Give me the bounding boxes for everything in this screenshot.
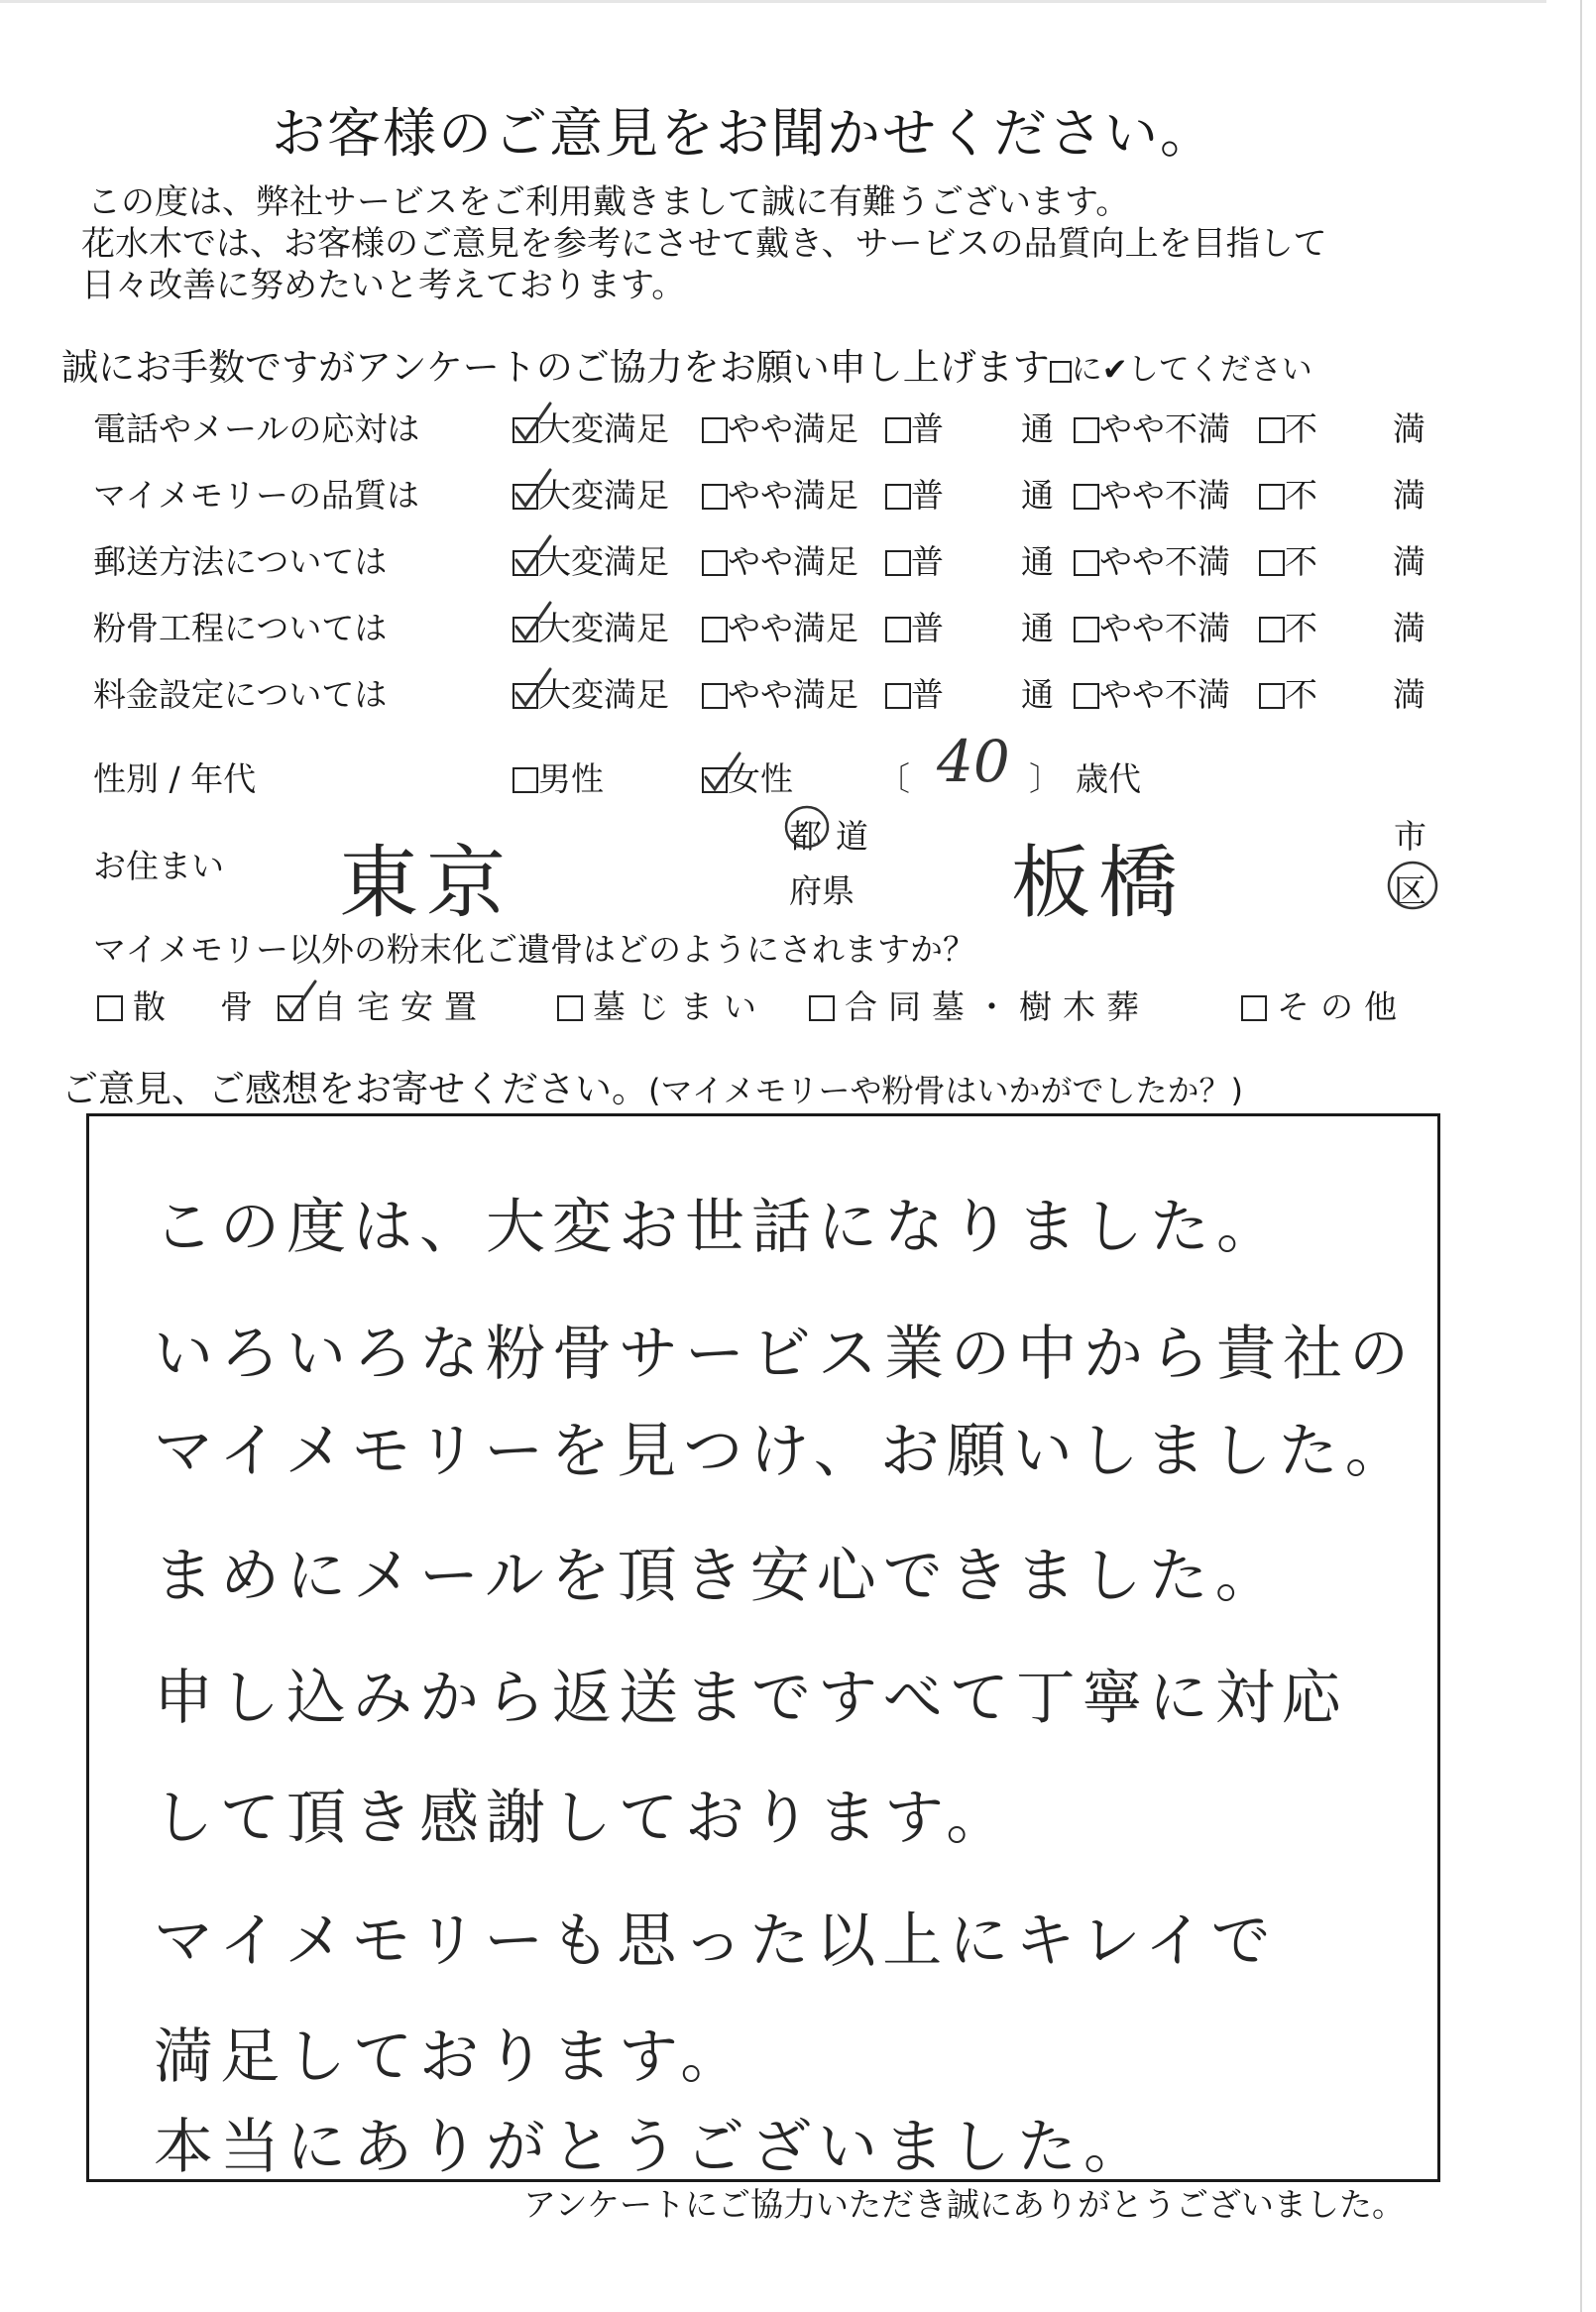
rating-checkbox[interactable] — [885, 550, 911, 576]
option-very-satisfied[interactable] — [513, 669, 669, 716]
comment-heading-main: ご意見、ご感想をお寄せください。 — [61, 1068, 648, 1110]
rating-checkbox[interactable] — [702, 683, 728, 709]
handwritten-check-icon — [511, 534, 556, 580]
rating-checkbox[interactable] — [702, 550, 728, 576]
comment-line: この度は、大変お世話になりました。 — [154, 1193, 1283, 1262]
rating-option-label: 通 — [1021, 409, 1054, 448]
rating-option-label: 満 — [1393, 609, 1425, 647]
rating-option-label: 大変満足 — [538, 542, 669, 581]
disposal-option-label: 合同墓・樹木葬 — [845, 987, 1150, 1026]
rating-row — [0, 404, 1586, 453]
request-text: 誠にお手数ですがアンケートのご協力をお願い申し上げます — [61, 346, 1050, 389]
rating-question-label: 郵送方法については — [93, 542, 388, 581]
rating-option-label: 満 — [1393, 476, 1425, 515]
gender-age-row — [0, 728, 1586, 803]
rating-option-label: やや不満 — [1099, 542, 1230, 581]
option-very-satisfied[interactable] — [513, 536, 669, 583]
rating-checkbox[interactable] — [1074, 617, 1099, 642]
rating-option-label: やや満足 — [728, 675, 858, 714]
female-checkbox[interactable] — [702, 767, 728, 793]
intro-line-3: 日々改善に努めたいと考えております。 — [81, 266, 686, 305]
option-somewhat-dissatisfied[interactable] — [1074, 404, 1230, 450]
comment-line: マイメモリーを見つけ、お願いしました。 — [154, 1417, 1412, 1486]
handwritten-check-icon — [700, 751, 745, 797]
rating-checkbox[interactable] — [885, 683, 911, 709]
rating-option-label: やや満足 — [728, 542, 858, 581]
option-very-satisfied[interactable] — [513, 404, 669, 450]
rating-checkbox[interactable] — [1074, 417, 1099, 443]
rating-option-label: 大変満足 — [538, 409, 669, 448]
option-neutral-2 — [1021, 536, 1054, 583]
rating-option-label: 大変満足 — [538, 675, 669, 714]
request-hint-post: してください — [1127, 352, 1312, 388]
rating-row — [0, 603, 1586, 652]
comment-line: 本当にありがとうございました。 — [154, 2113, 1150, 2182]
rating-option-label: 不 — [1285, 609, 1317, 647]
request-line — [61, 337, 1312, 391]
city-shi-label: 市 — [1394, 817, 1426, 856]
rating-option-label: やや不満 — [1099, 609, 1230, 647]
male-label: 男性 — [538, 759, 604, 798]
rating-option-label: 通 — [1021, 476, 1054, 515]
page-edge-right — [1580, 0, 1582, 2312]
comment-heading — [61, 1059, 1243, 1112]
disposal-option-other[interactable] — [1241, 982, 1408, 1028]
rating-option-label: 通 — [1021, 675, 1054, 714]
comment-heading-sub: (マイメモリーや粉骨はいかがでしたか？) — [648, 1072, 1244, 1109]
rating-option-label: やや満足 — [728, 409, 858, 448]
rating-checkbox[interactable] — [513, 617, 538, 642]
rating-option-label: 通 — [1021, 542, 1054, 581]
page-edge-top — [0, 0, 1546, 3]
option-neutral-2 — [1021, 603, 1054, 649]
option-somewhat-satisfied[interactable] — [702, 603, 858, 649]
comment-line: マイメモリーも思った以上にキレイで — [154, 1907, 1278, 1976]
disposal-option-grave-closing[interactable] — [557, 982, 767, 1028]
rating-option-label: 普 — [911, 476, 944, 515]
rating-option-label: 満 — [1393, 542, 1425, 581]
rating-option-label: 満 — [1393, 675, 1425, 714]
rating-option-label: 不 — [1285, 409, 1317, 448]
option-somewhat-dissatisfied[interactable] — [1074, 536, 1230, 583]
female-label: 女性 — [728, 759, 793, 798]
rating-option-label: 不 — [1285, 476, 1317, 515]
comment-line: いろいろな粉骨サービス業の中から貴社の — [154, 1320, 1416, 1389]
rating-checkbox[interactable] — [1074, 683, 1099, 709]
rating-question-label: 電話やメールの応対は — [93, 409, 420, 448]
disposal-question: マイメモリー以外の粉末化ご遺骨はどのようにされますか？ — [93, 930, 976, 969]
age-bracket-close: 〕 — [1029, 759, 1062, 798]
rating-checkbox[interactable] — [1074, 550, 1099, 576]
rating-checkbox[interactable] — [1259, 417, 1285, 443]
request-hint-pre: に — [1071, 352, 1102, 388]
handwritten-check-icon — [511, 402, 556, 447]
age-suffix: 歳代 — [1076, 759, 1141, 798]
rating-row — [0, 536, 1586, 586]
option-dissatisfied-1[interactable] — [1259, 470, 1317, 517]
rating-option-label: 通 — [1021, 609, 1054, 647]
option-dissatisfied-1[interactable] — [1259, 536, 1317, 583]
rating-checkbox[interactable] — [513, 550, 538, 576]
rating-option-label: やや満足 — [728, 476, 858, 515]
rating-checkbox[interactable] — [885, 484, 911, 510]
disposal-checkbox[interactable] — [278, 995, 303, 1021]
rating-checkbox[interactable] — [885, 417, 911, 443]
option-dissatisfied-2 — [1393, 470, 1425, 517]
option-neutral-1[interactable] — [885, 536, 944, 583]
rating-option-label: 大変満足 — [538, 609, 669, 647]
rating-checkbox[interactable] — [885, 617, 911, 642]
option-somewhat-satisfied[interactable] — [702, 404, 858, 450]
age-value[interactable]: 40 — [937, 728, 1010, 795]
disposal-option-label: 墓じまい — [593, 987, 767, 1026]
comment-line: して頂き感謝しております。 — [154, 1784, 1013, 1853]
rating-checkbox[interactable] — [513, 417, 538, 443]
handwritten-check-icon — [511, 667, 556, 713]
rating-row — [0, 669, 1586, 719]
option-dissatisfied-1[interactable] — [1259, 669, 1317, 716]
rating-option-label: やや不満 — [1099, 675, 1230, 714]
disposal-checkbox[interactable] — [809, 995, 835, 1021]
city-value[interactable]: 板橋 — [1011, 837, 1186, 929]
disposal-checkbox[interactable] — [97, 995, 123, 1021]
disposal-checkbox[interactable] — [1241, 995, 1267, 1021]
handwritten-check-icon — [276, 980, 321, 1025]
rating-option-label: 普 — [911, 542, 944, 581]
option-somewhat-satisfied[interactable] — [702, 669, 858, 716]
disposal-option-home-keeping[interactable] — [278, 982, 488, 1028]
rating-checkbox[interactable] — [513, 683, 538, 709]
intro-line-2: 花水木では、お客様のご意見を参考にさせて戴き、サービスの品質向上を目指して — [81, 224, 1327, 264]
option-neutral-2 — [1021, 404, 1054, 450]
prefecture-value[interactable]: 東京 — [339, 837, 513, 929]
option-very-satisfied[interactable] — [513, 470, 669, 517]
rating-option-label: 不 — [1285, 675, 1317, 714]
rating-checkbox[interactable] — [702, 417, 728, 443]
page-title: お客様のご意見をお聞かせください。 — [272, 102, 1215, 165]
option-dissatisfied-1[interactable] — [1259, 603, 1317, 649]
rating-checkbox[interactable] — [1259, 484, 1285, 510]
rating-option-label: やや不満 — [1099, 476, 1230, 515]
address-label: お住まい — [93, 847, 224, 885]
rating-option-label: やや不満 — [1099, 409, 1230, 448]
rating-checkbox[interactable] — [1259, 683, 1285, 709]
pref-to-label: 都 — [789, 817, 822, 856]
rating-checkbox[interactable] — [702, 484, 728, 510]
rating-row — [0, 470, 1586, 520]
male-option[interactable] — [513, 753, 604, 800]
rating-option-label: 普 — [911, 409, 944, 448]
rating-option-label: 満 — [1393, 409, 1425, 448]
comment-line: 申し込みから返送まですべて丁寧に対応 — [154, 1664, 1348, 1733]
option-neutral-1[interactable] — [885, 669, 944, 716]
option-dissatisfied-1[interactable] — [1259, 404, 1317, 450]
gender-age-label: 性別 / 年代 — [93, 759, 257, 798]
comment-line: まめにメールを頂き安心できました。 — [154, 1542, 1282, 1611]
rating-checkbox[interactable] — [1259, 550, 1285, 576]
option-very-satisfied[interactable] — [513, 603, 669, 649]
rating-option-label: 大変満足 — [538, 476, 669, 515]
option-neutral-1[interactable] — [885, 470, 944, 517]
rating-checkbox[interactable] — [1259, 617, 1285, 642]
example-checkbox — [1050, 361, 1072, 383]
disposal-option-label: その他 — [1277, 987, 1408, 1026]
option-somewhat-dissatisfied[interactable] — [1074, 669, 1230, 716]
pref-do-label: 道 — [836, 817, 868, 856]
male-checkbox[interactable] — [513, 767, 538, 793]
disposal-option-scatter[interactable] — [97, 982, 264, 1028]
option-dissatisfied-2 — [1393, 669, 1425, 716]
option-somewhat-dissatisfied[interactable] — [1074, 603, 1230, 649]
option-dissatisfied-2 — [1393, 404, 1425, 450]
disposal-option-label: 自宅安置 — [313, 987, 488, 1026]
handwritten-check-icon — [511, 468, 556, 514]
pref-fuken-label: 府県 — [789, 871, 855, 910]
pref-circle-icon — [783, 803, 831, 851]
disposal-option-joint-grave[interactable] — [809, 982, 1150, 1028]
rating-checkbox[interactable] — [1074, 484, 1099, 510]
check-mark-icon: ✔ — [1101, 352, 1128, 388]
rating-question-label: 料金設定については — [93, 675, 388, 714]
disposal-option-label: 散 骨 — [133, 987, 264, 1026]
city-ku-label: 区 — [1394, 871, 1426, 910]
option-somewhat-satisfied[interactable] — [702, 536, 858, 583]
comment-line: 満足しております。 — [154, 2023, 747, 2092]
option-neutral-1[interactable] — [885, 603, 944, 649]
rating-question-label: 粉骨工程については — [93, 609, 388, 647]
disposal-checkbox[interactable] — [557, 995, 583, 1021]
option-neutral-1[interactable] — [885, 404, 944, 450]
option-somewhat-dissatisfied[interactable] — [1074, 470, 1230, 517]
intro-line-1: この度は、弊社サービスをご利用戴きまして誠に有難うございます。 — [87, 182, 1130, 222]
rating-question-label: マイメモリーの品質は — [93, 476, 420, 515]
option-neutral-2 — [1021, 669, 1054, 716]
rating-checkbox[interactable] — [513, 484, 538, 510]
age-bracket-open: 〔 — [877, 759, 910, 798]
option-dissatisfied-2 — [1393, 603, 1425, 649]
city-circle-icon — [1386, 859, 1439, 912]
rating-option-label: 普 — [911, 609, 944, 647]
rating-option-label: 普 — [911, 675, 944, 714]
rating-option-label: 不 — [1285, 542, 1317, 581]
option-neutral-2 — [1021, 470, 1054, 517]
rating-option-label: やや満足 — [728, 609, 858, 647]
rating-checkbox[interactable] — [702, 617, 728, 642]
option-dissatisfied-2 — [1393, 536, 1425, 583]
handwritten-check-icon — [511, 601, 556, 646]
female-option[interactable] — [702, 753, 793, 800]
option-somewhat-satisfied[interactable] — [702, 470, 858, 517]
footer-thanks: アンケートにご協力いただき誠にありがとうございました。 — [523, 2185, 1406, 2224]
